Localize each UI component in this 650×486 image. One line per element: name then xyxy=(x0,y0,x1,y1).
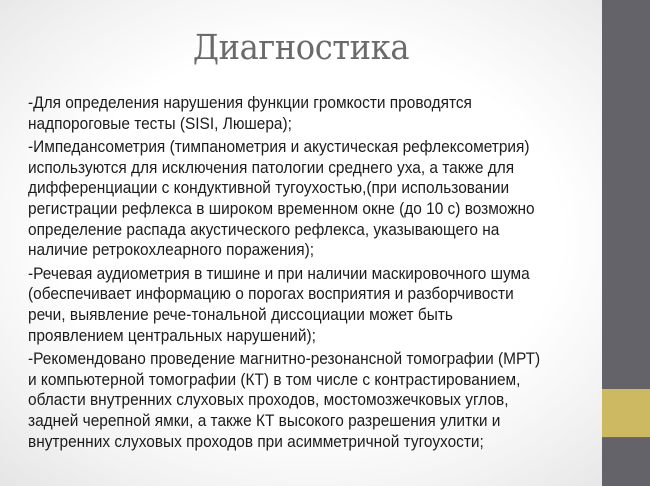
accent-band xyxy=(602,389,650,438)
paragraph-suprathreshold-tests xyxy=(28,93,602,134)
text-line: задней черепной ямки, а также КТ высокого разрешения улитки и xyxy=(28,411,501,430)
paragraph-impedancemetry xyxy=(28,137,602,261)
text-line: дифференциации с кондуктивной тугоухостью,(при использовании xyxy=(28,179,510,198)
text-line: -Рекомендовано проведение магнитно-резонансной томографии (МРТ) xyxy=(28,350,541,369)
text-line: проявлением центральных нарушений); xyxy=(28,326,316,345)
text-line: и компьютерной томографии (КТ) в том числе с контрастированием, xyxy=(28,370,521,389)
text-line: (обеспечивает информацию о порогах восприятия и разборчивости xyxy=(28,285,514,304)
paragraph-speech-audiometry xyxy=(28,264,602,346)
text-line: надпороговые тесты (SISI, Люшера); xyxy=(28,114,292,133)
paragraph-mri-ct xyxy=(28,349,602,452)
slide-body xyxy=(28,93,602,455)
text-line: речи, выявление рече-тональной диссоциации может быть xyxy=(28,305,453,324)
text-line: регистрации рефлекса в широком временном окне (до 10 с) возможно xyxy=(28,199,535,218)
text-line: используются для исключения патологии среднего уха, а также для xyxy=(28,158,515,177)
theme-sidebar xyxy=(602,0,650,486)
text-line: области внутренних слуховых проходов, мостомозжечковых углов, xyxy=(28,391,509,410)
text-line: определение распада акустического рефлекса, указывающего на xyxy=(28,220,500,239)
text-line: внутренних слуховых проходов при асимметричной тугоухости; xyxy=(28,432,484,451)
text-line: -Речевая аудиометрия в тишине и при наличии маскировочного шума xyxy=(28,264,530,283)
text-line: -Импедансометрия (тимпанометрия и акустическая рефлексометрия) xyxy=(28,138,530,157)
text-line: -Для определения нарушения функции громкости проводятся xyxy=(28,94,472,112)
text-line: наличие ретрокохлеарного поражения); xyxy=(28,241,315,260)
slide-title: Диагностика xyxy=(192,28,410,68)
